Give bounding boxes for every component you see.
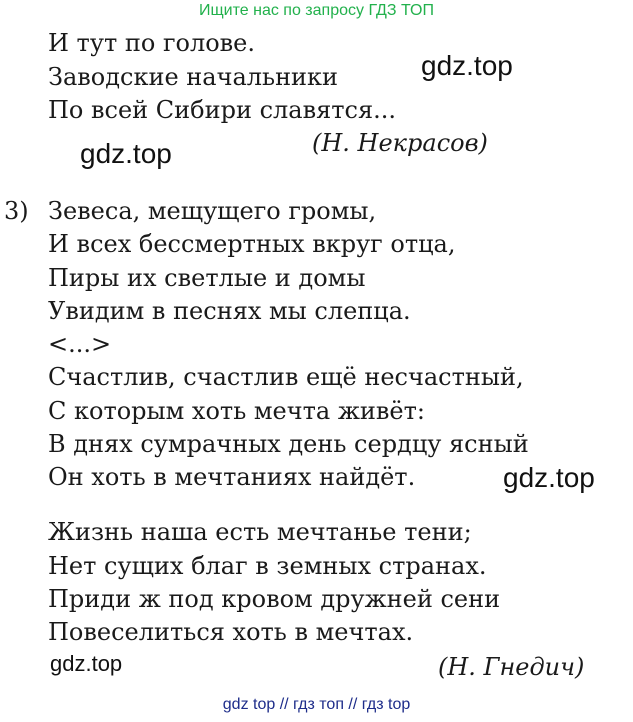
watermark: gdz.top (503, 462, 595, 493)
poem-line: Увидим в песнях мы слепца. (48, 297, 411, 325)
poem-line: Пиры их светлые и домы (48, 264, 366, 292)
item-number: 3) (4, 197, 29, 225)
poem-line: И всех бессмертных вкруг отца, (48, 230, 456, 258)
poem-line: Повеселиться хоть в мечтах. (48, 618, 414, 646)
ellipsis-marker: <...> (48, 330, 112, 358)
watermark: gdz.top (80, 138, 172, 169)
poem-line: Зевеса, мещущего громы, (48, 197, 377, 225)
poem-line: По всей Сибири славятся... (48, 96, 396, 124)
footer-text: gdz top // гдз топ // гдз top (222, 696, 411, 713)
poem-line: Он хоть в мечтаниях найдёт. (48, 463, 416, 491)
attribution-gnedich: (Н. Гнедич) (438, 653, 585, 681)
poem-line: Счастлив, счастлив ещё несчастный, (48, 363, 524, 391)
watermark: gdz.top (50, 651, 123, 676)
watermark: gdz.top (421, 50, 513, 81)
poem-line: Приди ж под кровом дружней сени (48, 585, 501, 613)
poem-line: Жизнь наша есть мечтанье тени; (48, 518, 472, 546)
poem-line: Заводские начальники (48, 63, 339, 91)
poem-line: Нет сущих благ в земных странах. (48, 552, 487, 580)
poem-line: С которым хоть мечта живёт: (48, 397, 425, 425)
top-banner: Ищите нас по запросу ГДЗ ТОП (199, 2, 434, 19)
attribution-nekrasov: (Н. Некрасов) (312, 129, 488, 157)
poem-line: И тут по голове. (48, 29, 255, 57)
poem-line: В днях сумрачных день сердцу ясный (48, 430, 529, 458)
